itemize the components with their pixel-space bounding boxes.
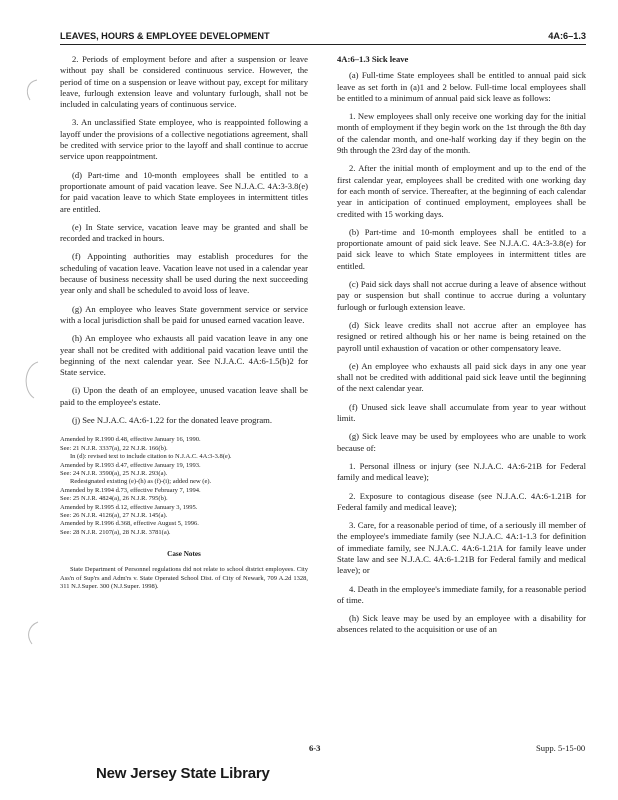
paragraph: (i) Upon the death of an employee, unused vacation leave shall be paid to the employee's estate. [60, 385, 308, 407]
paragraph: 2. Exposure to contagious disease (see N.J.A.C. 4A:6-1.21B for Federal family and medical leave); [337, 490, 586, 512]
hole-punch-mark-top [22, 78, 42, 104]
hole-punch-mark-bottom [22, 620, 42, 646]
paragraph: (g) An employee who leaves State government service or service with a local jurisdiction shall be paid for unused earned vacation leave. [60, 303, 308, 325]
section-heading: 4A:6–1.3 Sick leave [337, 54, 409, 64]
paragraph: 3. Care, for a reasonable period of time, of a seriously ill member of the employee's immediate family (see N.J.A.C. 4A:1-1.3 for definition of immediate family, see N.J.A.C. 4A:6-1.21A for family leave under State law and see N.J.A.C. 4A:6-1.21B for Federal family and medical leave); or [337, 520, 586, 576]
paragraph: (h) An employee who exhausts all paid vacation leave in any one year shall not be credited with additional paid vacation leave until the beginning of the next calendar year. See N.J.A.C. 4A:6-1.5(b)2 for State service. [60, 333, 308, 378]
paragraph: (b) Part-time and 10-month employees shall be entitled to a proportionate amount of paid sick leave. See N.J.A.C. 4A:3-3.8(e) for paid sick leave to which State employees in intermittent titles are entitled. [337, 226, 586, 271]
header-chapter-title: LEAVES, HOURS & EMPLOYEE DEVELOPMENT [60, 31, 270, 41]
paragraph: (j) See N.J.A.C. 4A:6-1.22 for the donated leave program. [72, 415, 272, 426]
paragraph: (e) An employee who exhausts all paid sick days in any one year shall not be credited with additional paid sick leave until the beginning of the next calendar year. [337, 360, 586, 394]
history-line: Amended by R.1994 d.73, effective February 7, 1994. [60, 486, 201, 494]
paragraph: (c) Paid sick days shall not accrue during a leave of absence without pay or suspension but shall continue to accrue during a voluntary furlough or furlough extension leave. [337, 279, 586, 312]
paragraph: (f) Appointing authorities may establish procedures for the scheduling of vacation leave. Vacation leave not used in a calendar year because of business necessity shall be used during the next succeeding year only and shall be scheduled to avoid loss of leave. [60, 251, 308, 296]
paragraph: (a) Full-time State employees shall be entitled to annual paid sick leave as set forth in (a)1 and 2 below. Full-time local employees shall be entitled to a minimum of annual paid sick leave as follows: [337, 70, 586, 103]
case-notes-heading: Case Notes [167, 550, 201, 559]
running-header [60, 30, 586, 45]
history-line: See: 26 N.J.R. 4126(a), 27 N.J.R. 145(a). [60, 511, 168, 519]
history-line: See: 25 N.J.R. 4824(a), 26 N.J.R. 795(b). [60, 495, 168, 503]
library-stamp: New Jersey State Library [96, 765, 270, 782]
history-line: Amended by R.1993 d.47, effective January 19, 1993. [60, 461, 201, 469]
hole-punch-mark-middle [20, 360, 44, 400]
paragraph: 2. Periods of employment before and after a suspension or leave without pay shall be considered continuous service. However, the period of time on a suspension or leave without pay, except for military leave, furlough extension leave and voluntary furlough, shall not be included in calculating years of continuous service. [60, 54, 308, 110]
case-notes-text: State Department of Personnel regulations did not relate to school district employees. City Ass'n of Sup'rs and Adm'rs v. State Operated School Dist. of City of Newark, 709 A.2d 1328, 311 N.J.Super. 300 (N.J.Super. 1998). [60, 566, 308, 591]
paragraph: 4. Death in the employee's immediate family, for a reasonable period of time. [337, 583, 586, 605]
history-line: Amended by R.1995 d.12, effective January 3, 1995. [60, 503, 198, 511]
paragraph: (e) In State service, vacation leave may be granted and shall be recorded and tracked in hours. [60, 221, 308, 244]
paragraph: (h) Sick leave may be used by an employee with a disability for absences related to the acquisition or use of an [337, 613, 586, 635]
left-column [60, 54, 308, 592]
paragraph: 1. New employees shall only receive one working day for the initial month of employment if they begin work on the 1st through the 8th day of the calendar month, and one-half working day if they begin on the 9th through the 23rd day of the month. [337, 111, 586, 156]
header-section-number: 4A:6–1.3 [548, 31, 586, 41]
supplement-date: Supp. 5-15-00 [536, 743, 586, 753]
right-column [337, 54, 586, 643]
history-line: Amended by R.1996 d.368, effective August 5, 1996. [60, 520, 199, 528]
history-line: Redesignated existing (e)-(h) as (f)-(i); added new (e). [70, 478, 212, 486]
history-line: See: 24 N.J.R. 3590(a), 25 N.J.R. 293(a). [60, 469, 168, 477]
paragraph: 1. Personal illness or injury (see N.J.A.C. 4A:6-21B for Federal family and medical leave); [337, 460, 586, 483]
paragraph: 3. An unclassified State employee, who is reappointed following a layoff under the provisions of a collective negotiations agreement, shall be credited with service prior to the layoff and shall continue to accrue service upon reappointment. [60, 117, 308, 162]
history-line: See: 28 N.J.R. 2107(a), 28 N.J.R. 3781(a). [60, 528, 171, 536]
amendment-history [60, 436, 308, 537]
paragraph: (d) Sick leave credits shall not accrue after an employee has resigned or retired although his or her name is being retained on the payroll until exhaustion of vacation or other compensatory leave. [337, 319, 586, 353]
history-line: See: 21 N.J.R. 3337(a), 22 N.J.R. 166(b). [60, 444, 168, 452]
history-line: In (d): revised text to include citation to N.J.A.C. 4A:3-3.8(e). [70, 453, 232, 461]
page-number: 6-3 [309, 743, 321, 753]
paragraph: (f) Unused sick leave shall accumulate from year to year without limit. [337, 401, 586, 424]
paragraph: (d) Part-time and 10-month employees shall be entitled to a proportionate amount of paid vacation leave. See N.J.A.C. 4A:3-3.8(e) for paid vacation leave to which State employees in intermittent titles are entitled. [60, 169, 308, 214]
paragraph: (g) Sick leave may be used by employees who are unable to work because of: [337, 431, 586, 453]
paragraph: 2. After the initial month of employment and up to the end of the first calendar year, employees shall be credited with one working day for each month of service. Thereafter, at the beginning of each calendar year in anticipation of continued employment, employees shall be credited with 15 working days. [337, 163, 586, 219]
history-line: Amended by R.1990 d.48, effective January 16, 1990. [60, 436, 201, 444]
